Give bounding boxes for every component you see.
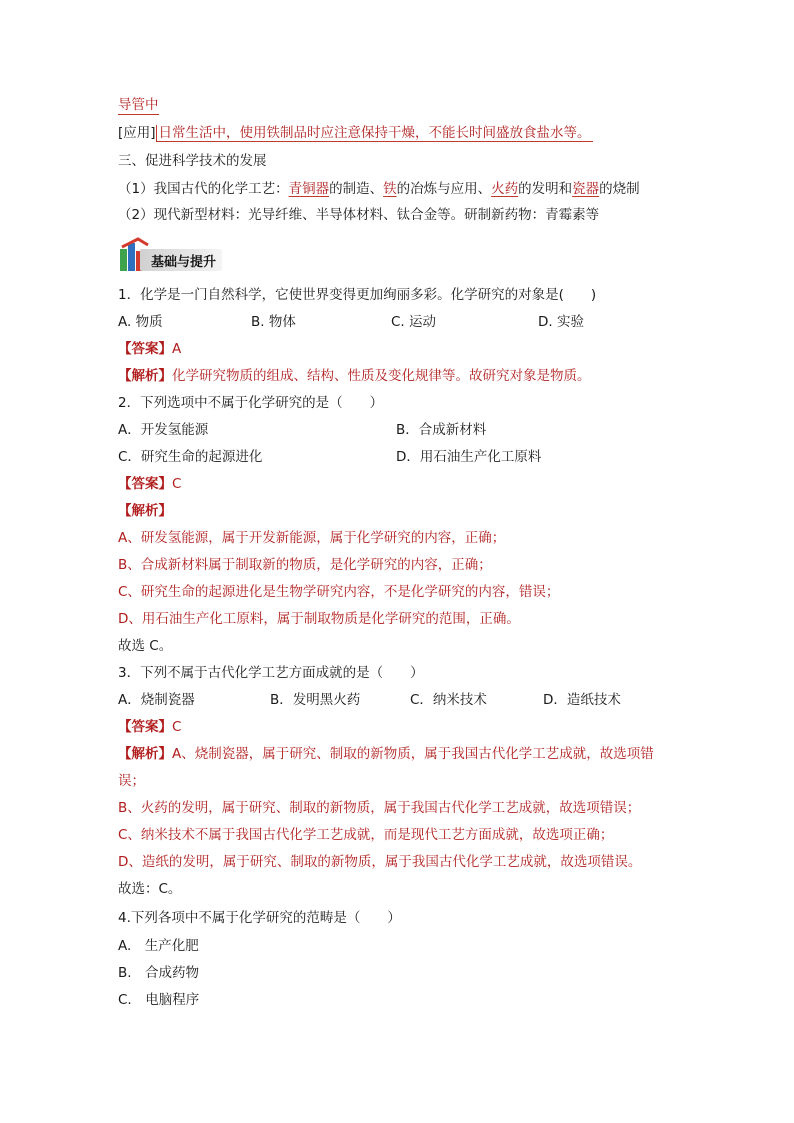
item1-text-h: 的烧制 bbox=[599, 181, 640, 197]
q2-analysis-line-a: A、研发氢能源，属于开发新能源，属于化学研究的内容，正确； bbox=[118, 530, 506, 546]
q2-option-d: D．用石油生产化工原料 bbox=[396, 449, 542, 465]
q4-stem: 4.下列各项中不属于化学研究的范畴是（ ） bbox=[118, 910, 401, 926]
item1-iron: 铁 bbox=[383, 181, 397, 197]
q2-analysis-tag: 【解析】 bbox=[118, 503, 172, 519]
q2-analysis-line-b: B、合成新材料属于制取新的物质，是化学研究的内容，正确； bbox=[118, 557, 492, 573]
analysis-text: 化学研究物质的组成、结构、性质及变化规律等。故研究对象是物质。 bbox=[172, 368, 591, 384]
analysis-text: A、烧制瓷器，属于研究、制取的新物质，属于我国古代化学工艺成就，故选项错 bbox=[172, 746, 654, 762]
application-note bbox=[118, 124, 593, 142]
answer-value: A bbox=[172, 341, 182, 357]
section-3-title: 三、促进科学技术的发展 bbox=[118, 153, 267, 169]
q3-analysis-cont: 误； bbox=[118, 773, 145, 789]
q1-stem: 1．化学是一门自然科学，它使世界变得更加绚丽多彩。化学研究的对象是( ) bbox=[118, 287, 597, 303]
q3-analysis-line-c: C、纳米技术不属于我国古代化学工艺成就，而是现代工艺方面成就，故选项正确； bbox=[118, 827, 614, 843]
q3-stem: 3．下列不属于古代化学工艺方面成就的是（ ） bbox=[118, 665, 424, 681]
item1-prefix: （1）我国古代的化学工艺： bbox=[118, 181, 289, 197]
analysis-tag: 【解析】 bbox=[118, 368, 172, 384]
q1-option-d: D. 实验 bbox=[538, 314, 584, 330]
q3-analysis-line-b: B、火药的发明，属于研究、制取的新物质，属于我国古代化学工艺成就，故选项错误； bbox=[118, 800, 641, 816]
q2-answer bbox=[118, 475, 181, 493]
q4-option-b: B. 合成药物 bbox=[118, 965, 200, 981]
q3-analysis-line-d: D、造纸的发明，属于研究、制取的新物质，属于我国古代化学工艺成就，故选项错误。 bbox=[118, 854, 642, 870]
answer-value: C bbox=[172, 719, 182, 735]
answer-tag: 【答案】 bbox=[118, 341, 172, 357]
banner-title: 基础与提升 bbox=[151, 255, 217, 270]
item1-bronze: 青铜器 bbox=[288, 181, 330, 197]
item1-text-f: 的发明和 bbox=[518, 181, 573, 197]
q1-analysis bbox=[118, 367, 591, 385]
intro-text: 导管中 bbox=[118, 97, 159, 113]
q2-option-b: B．合成新材料 bbox=[396, 422, 487, 438]
q3-option-c: C．纳米技术 bbox=[410, 692, 487, 708]
q3-option-a: A．烧制瓷器 bbox=[118, 692, 195, 708]
q3-option-d: D．造纸技术 bbox=[543, 692, 621, 708]
q2-conclusion: 故选 C。 bbox=[118, 638, 173, 654]
q3-option-b: B．发明黑火药 bbox=[270, 692, 361, 708]
q2-option-c: C．研究生命的起源进化 bbox=[118, 449, 263, 465]
item1-gunpowder: 火药 bbox=[491, 181, 519, 197]
application-body: 日常生活中，使用铁制品时应注意保持干燥，不能长时间盛放食盐水等。 bbox=[156, 125, 593, 142]
q2-option-a: A．开发氢能源 bbox=[118, 422, 209, 438]
q3-conclusion: 故选：C。 bbox=[118, 881, 182, 897]
q2-analysis-line-c: C、研究生命的起源进化是生物学研究内容，不是化学研究的内容，错误； bbox=[118, 584, 560, 600]
section-banner bbox=[118, 237, 228, 273]
item1-text-b: 的制造、 bbox=[329, 181, 384, 197]
q4-option-a: A. 生产化肥 bbox=[118, 938, 199, 954]
q1-option-b: B. 物体 bbox=[251, 314, 296, 330]
answer-value: C bbox=[172, 476, 182, 492]
item1-text-d: 的冶炼与应用、 bbox=[396, 181, 492, 197]
q3-answer bbox=[118, 718, 181, 736]
q4-option-c: C. 电脑程序 bbox=[118, 992, 200, 1008]
intro-line-1 bbox=[118, 96, 159, 115]
section-3-item-2: （2）现代新型材料：光导纤维、半导体材料、钛合金等。研制新药物：青霉素等 bbox=[118, 207, 600, 223]
q2-stem: 2．下列选项中不属于化学研究的是（ ） bbox=[118, 395, 384, 411]
q1-answer bbox=[118, 340, 181, 358]
q1-option-a: A. 物质 bbox=[118, 314, 163, 330]
q2-analysis-line-d: D、用石油生产化工原料，属于制取物质是化学研究的范围，正确。 bbox=[118, 611, 520, 627]
q1-option-c: C. 运动 bbox=[391, 314, 437, 330]
q3-analysis-first bbox=[118, 745, 654, 763]
answer-tag: 【答案】 bbox=[118, 719, 172, 735]
analysis-tag: 【解析】 bbox=[118, 746, 172, 762]
section-3-item-1 bbox=[118, 180, 640, 198]
item1-porcelain: 瓷器 bbox=[572, 181, 600, 197]
application-prefix: [应用] bbox=[118, 125, 156, 141]
answer-tag: 【答案】 bbox=[118, 476, 172, 492]
